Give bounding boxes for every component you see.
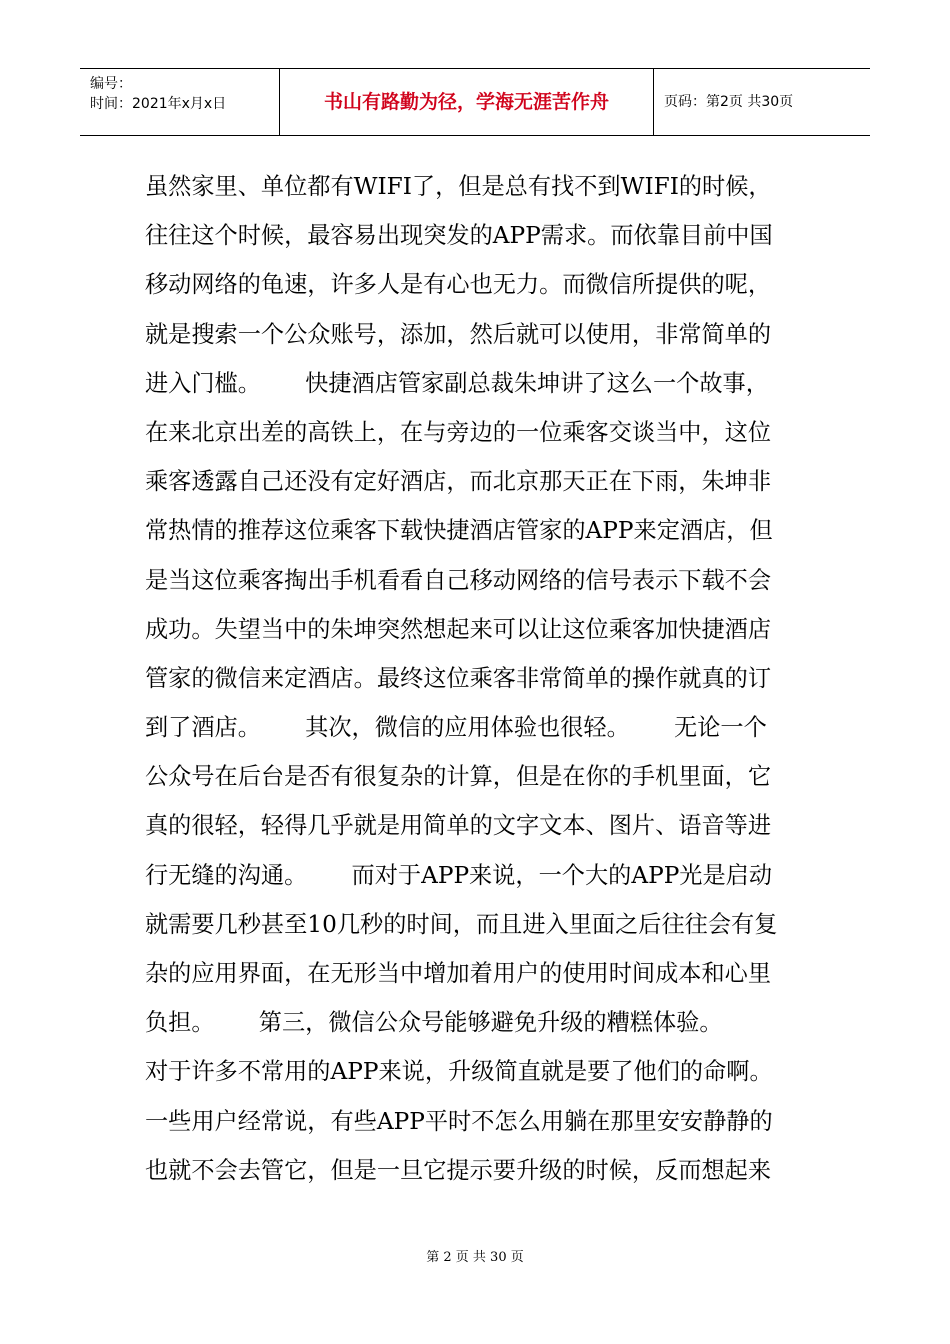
body-line: 到了酒店。 其次，微信的应用体验也很轻。 无论一个 (145, 714, 767, 742)
body-line: 一些用户经常说，有些APP平时不怎么用躺在那里安安静静的 (145, 1107, 773, 1135)
body-line: 移动网络的龟速，许多人是有心也无力。而微信所提供的呢， (145, 271, 772, 299)
body-line: 公众号在后台是否有很复杂的计算，但是在你的手机里面，它 (145, 763, 772, 791)
body-line: 真的很轻，轻得几乎就是用简单的文字文本、图片、语音等进 (145, 812, 772, 840)
body-line: 是当这位乘客掏出手机看看自己移动网络的信号表示下载不会 (145, 566, 772, 594)
header-motto: 书山有路勤为径，学海无涯苦作舟 (280, 69, 654, 135)
document-time-label: 时间：2021年x月x日 (90, 96, 227, 112)
body-line: 成功。失望当中的朱坤突然想起来可以让这位乘客加快捷酒店 (145, 615, 772, 643)
body-line: 管家的微信来定酒店。最终这位乘客非常简单的操作就真的订 (145, 664, 772, 692)
page-header (80, 68, 870, 136)
page-footer: 第 2 页 共 30 页 (426, 1250, 524, 1265)
body-line: 在来北京出差的高铁上，在与旁边的一位乘客交谈当中，这位 (145, 418, 772, 446)
body-line: 也就不会去管它，但是一旦它提示要升级的时候，反而想起来 (145, 1156, 772, 1184)
header-page-code: 页码：第2页 共30页 (664, 94, 794, 110)
body-line: 杂的应用界面，在无形当中增加着用户的使用时间成本和心里 (145, 960, 772, 987)
body-line: 就需要几秒甚至10几秒的时间，而且进入里面之后往往会有复 (145, 910, 778, 938)
document-body (145, 162, 810, 1195)
body-line: 进入门槛。 快捷酒店管家副总裁朱坤讲了这么一个故事， (145, 369, 769, 397)
body-line: 虽然家里、单位都有WIFI了，但是总有找不到WIFI的时候， (145, 173, 772, 200)
body-line: 往往这个时候，最容易出现突发的APP需求。而依靠目前中国 (145, 222, 773, 250)
body-line: 就是搜索一个公众账号，添加，然后就可以使用，非常简单的 (145, 320, 772, 348)
body-line: 负担。 第三，微信公众号能够避免升级的糟糕体验。 (145, 1009, 723, 1037)
body-line: 乘客透露自己还没有定好酒店，而北京那天正在下雨，朱坤非 (145, 468, 772, 496)
document-number-label: 编号： (90, 76, 132, 92)
body-line: 对于许多不常用的APP来说，升级简直就是要了他们的命啊。 (145, 1058, 773, 1086)
body-line: 常热情的推荐这位乘客下载快捷酒店管家的APP来定酒店，但 (145, 517, 773, 545)
header-meta-cell (80, 69, 280, 135)
body-line: 行无缝的沟通。 而对于APP来说，一个大的APP光是启动 (145, 861, 773, 889)
